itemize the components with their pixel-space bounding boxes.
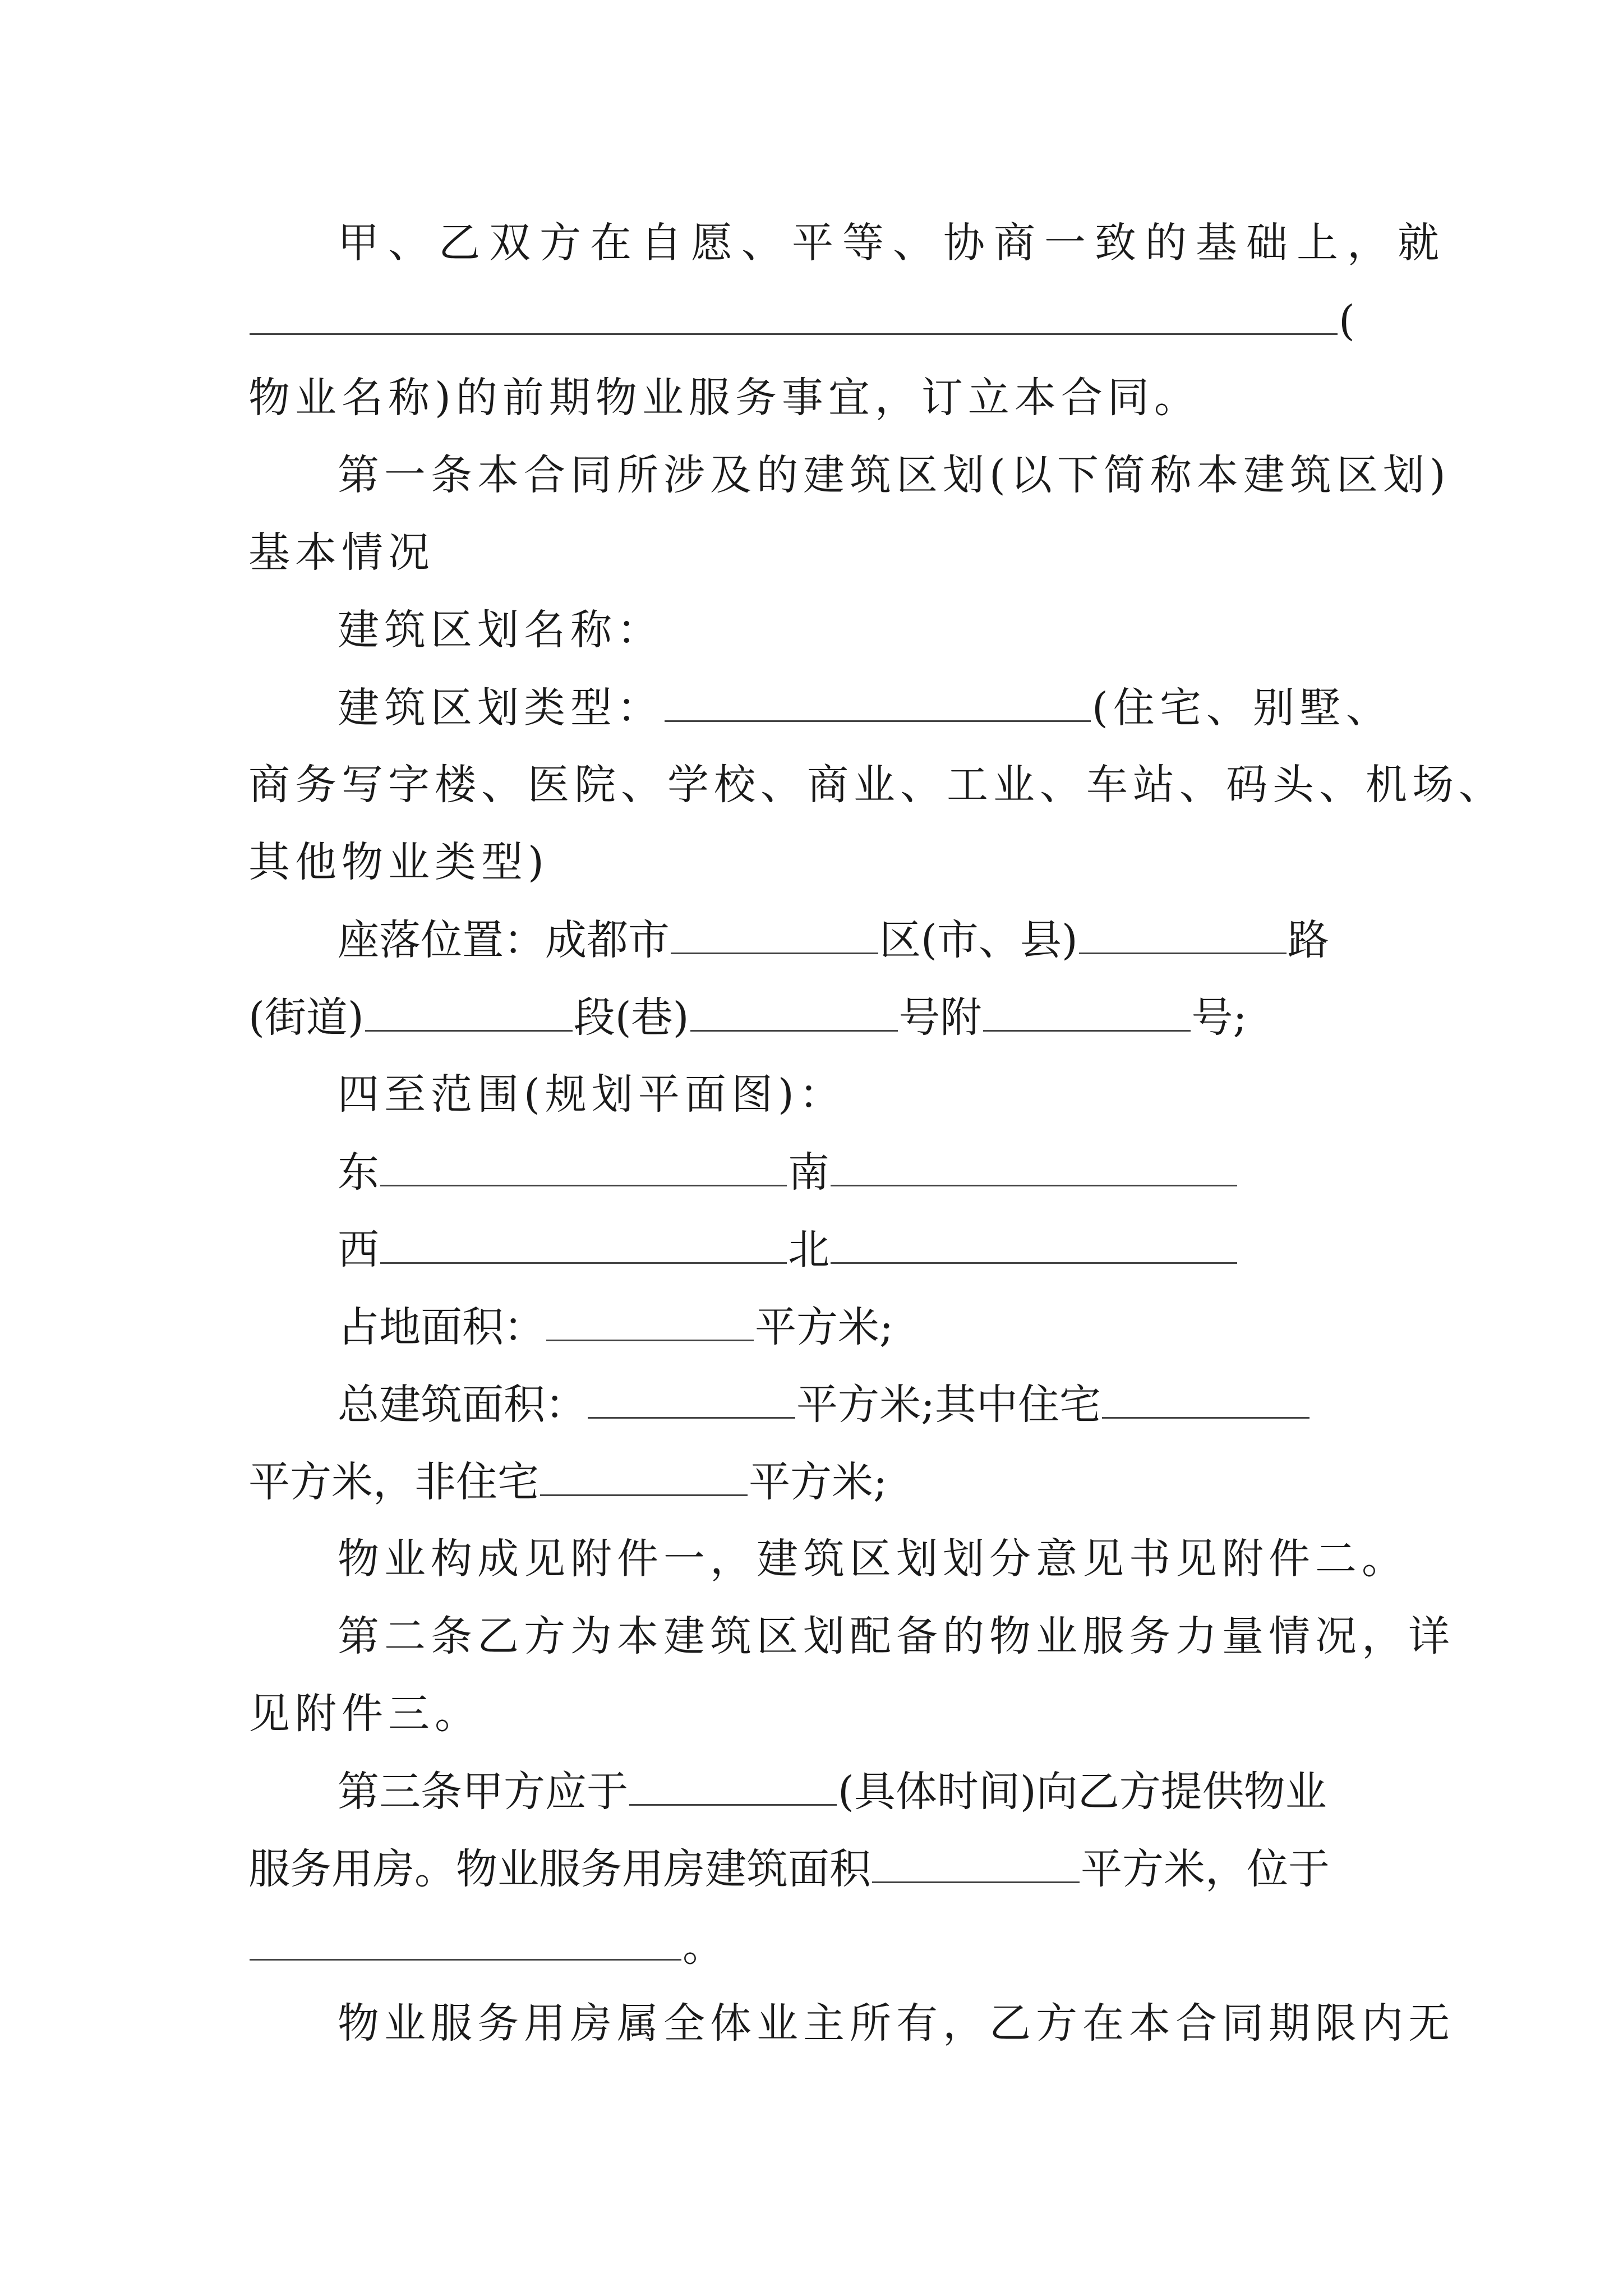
fill-blank[interactable]	[690, 996, 898, 1032]
fill-blank[interactable]	[665, 687, 1091, 722]
fill-blank[interactable]	[671, 919, 878, 954]
fill-blank[interactable]	[1102, 1383, 1310, 1419]
text: 南	[788, 1148, 829, 1197]
text: 总建筑面积：	[338, 1381, 587, 1429]
fill-blank[interactable]	[540, 1461, 748, 1496]
paragraph-line	[338, 684, 1393, 732]
paragraph-line	[338, 219, 1448, 267]
text: 物业名称)的前期物业服务事宜，订立本合同。	[248, 374, 1201, 422]
text: 其他物业类型)	[248, 838, 549, 886]
text: 号;	[1191, 993, 1247, 1042]
fill-blank[interactable]	[831, 1228, 1237, 1264]
text: (具体时间)向乙方提供物业	[838, 1768, 1327, 1816]
paragraph-line	[338, 1612, 1455, 1660]
text: 第三条甲方应于	[338, 1768, 628, 1816]
paragraph-line	[338, 451, 1451, 499]
text: (住宅、别墅、	[1092, 684, 1393, 732]
text: 见附件三。	[248, 1690, 481, 1738]
text: 平方米，位于	[1081, 1845, 1330, 1893]
paragraph-line	[248, 761, 1505, 809]
text: 物业构成见附件一，建筑区划划分意见书见附件二。	[338, 1535, 1408, 1583]
text: 四至范围(规划平面图)：	[338, 1070, 846, 1119]
text: 平方米;	[755, 1303, 893, 1351]
text: 甲、乙双方在自愿、平等、协商一致的基础上，就	[338, 219, 1448, 267]
fill-blank[interactable]	[250, 300, 1338, 335]
paragraph-line	[248, 838, 549, 886]
fill-blank[interactable]	[983, 996, 1191, 1032]
text: 第一条本合同所涉及的建筑区划(以下简称本建筑区划)	[338, 451, 1451, 499]
text: 。	[683, 1922, 724, 1971]
text: 基本情况	[248, 528, 435, 577]
text: 段(巷)	[573, 993, 689, 1042]
text: 服务用房。物业服务用房建筑面积	[248, 1845, 871, 1893]
paragraph-line	[248, 1458, 887, 1506]
fill-blank[interactable]	[831, 1151, 1237, 1186]
text: 区(市、县)	[879, 916, 1078, 964]
text: 东	[338, 1148, 379, 1197]
text: 商务写字楼、医院、学校、商业、工业、车站、码头、机场、	[248, 761, 1505, 809]
fill-blank[interactable]	[365, 996, 573, 1032]
paragraph-line	[248, 1845, 1330, 1893]
paragraph-line	[248, 374, 1201, 422]
paragraph-line	[338, 606, 663, 654]
text: 北	[788, 1226, 829, 1274]
paragraph-line	[338, 1381, 1311, 1429]
paragraph-line	[338, 1999, 1455, 2047]
text: 物业服务用房属全体业主所有，乙方在本合同期限内无	[338, 1999, 1455, 2047]
fill-blank[interactable]	[629, 1770, 837, 1806]
paragraph-line	[338, 1303, 893, 1351]
paragraph-line	[338, 1226, 1238, 1274]
paragraph-line	[338, 916, 1329, 964]
paragraph-line	[338, 1768, 1327, 1816]
text: 第二条乙方为本建筑区划配备的物业服务力量情况，详	[338, 1612, 1455, 1660]
paragraph-line	[248, 528, 435, 577]
paragraph-line	[248, 297, 1355, 345]
text: 建筑区划类型：	[338, 684, 663, 732]
text: (街道)	[248, 993, 364, 1042]
paragraph-line	[248, 993, 1247, 1042]
paragraph-line	[248, 1690, 481, 1738]
text: 西	[338, 1226, 379, 1274]
fill-blank[interactable]	[380, 1151, 787, 1186]
paragraph-line	[338, 1535, 1408, 1583]
paragraph-line	[248, 1922, 724, 1971]
text: 号附	[898, 993, 982, 1042]
fill-blank[interactable]	[588, 1383, 795, 1419]
fill-blank[interactable]	[1079, 919, 1287, 954]
fill-blank[interactable]	[380, 1228, 787, 1264]
text: 建筑区划名称：	[338, 606, 663, 654]
text: 平方米，非住宅	[248, 1458, 539, 1506]
fill-blank[interactable]	[872, 1848, 1080, 1883]
text: 平方米;	[749, 1458, 887, 1506]
text: 路	[1287, 916, 1329, 964]
paragraph-line	[338, 1148, 1238, 1197]
text: 座落位置：成都市	[338, 916, 670, 964]
text: 平方米;其中住宅	[796, 1381, 1101, 1429]
fill-blank[interactable]	[250, 1925, 681, 1961]
text: (	[1339, 297, 1355, 345]
fill-blank[interactable]	[546, 1306, 754, 1341]
text: 占地面积：	[338, 1303, 545, 1351]
paragraph-line	[338, 1070, 846, 1119]
